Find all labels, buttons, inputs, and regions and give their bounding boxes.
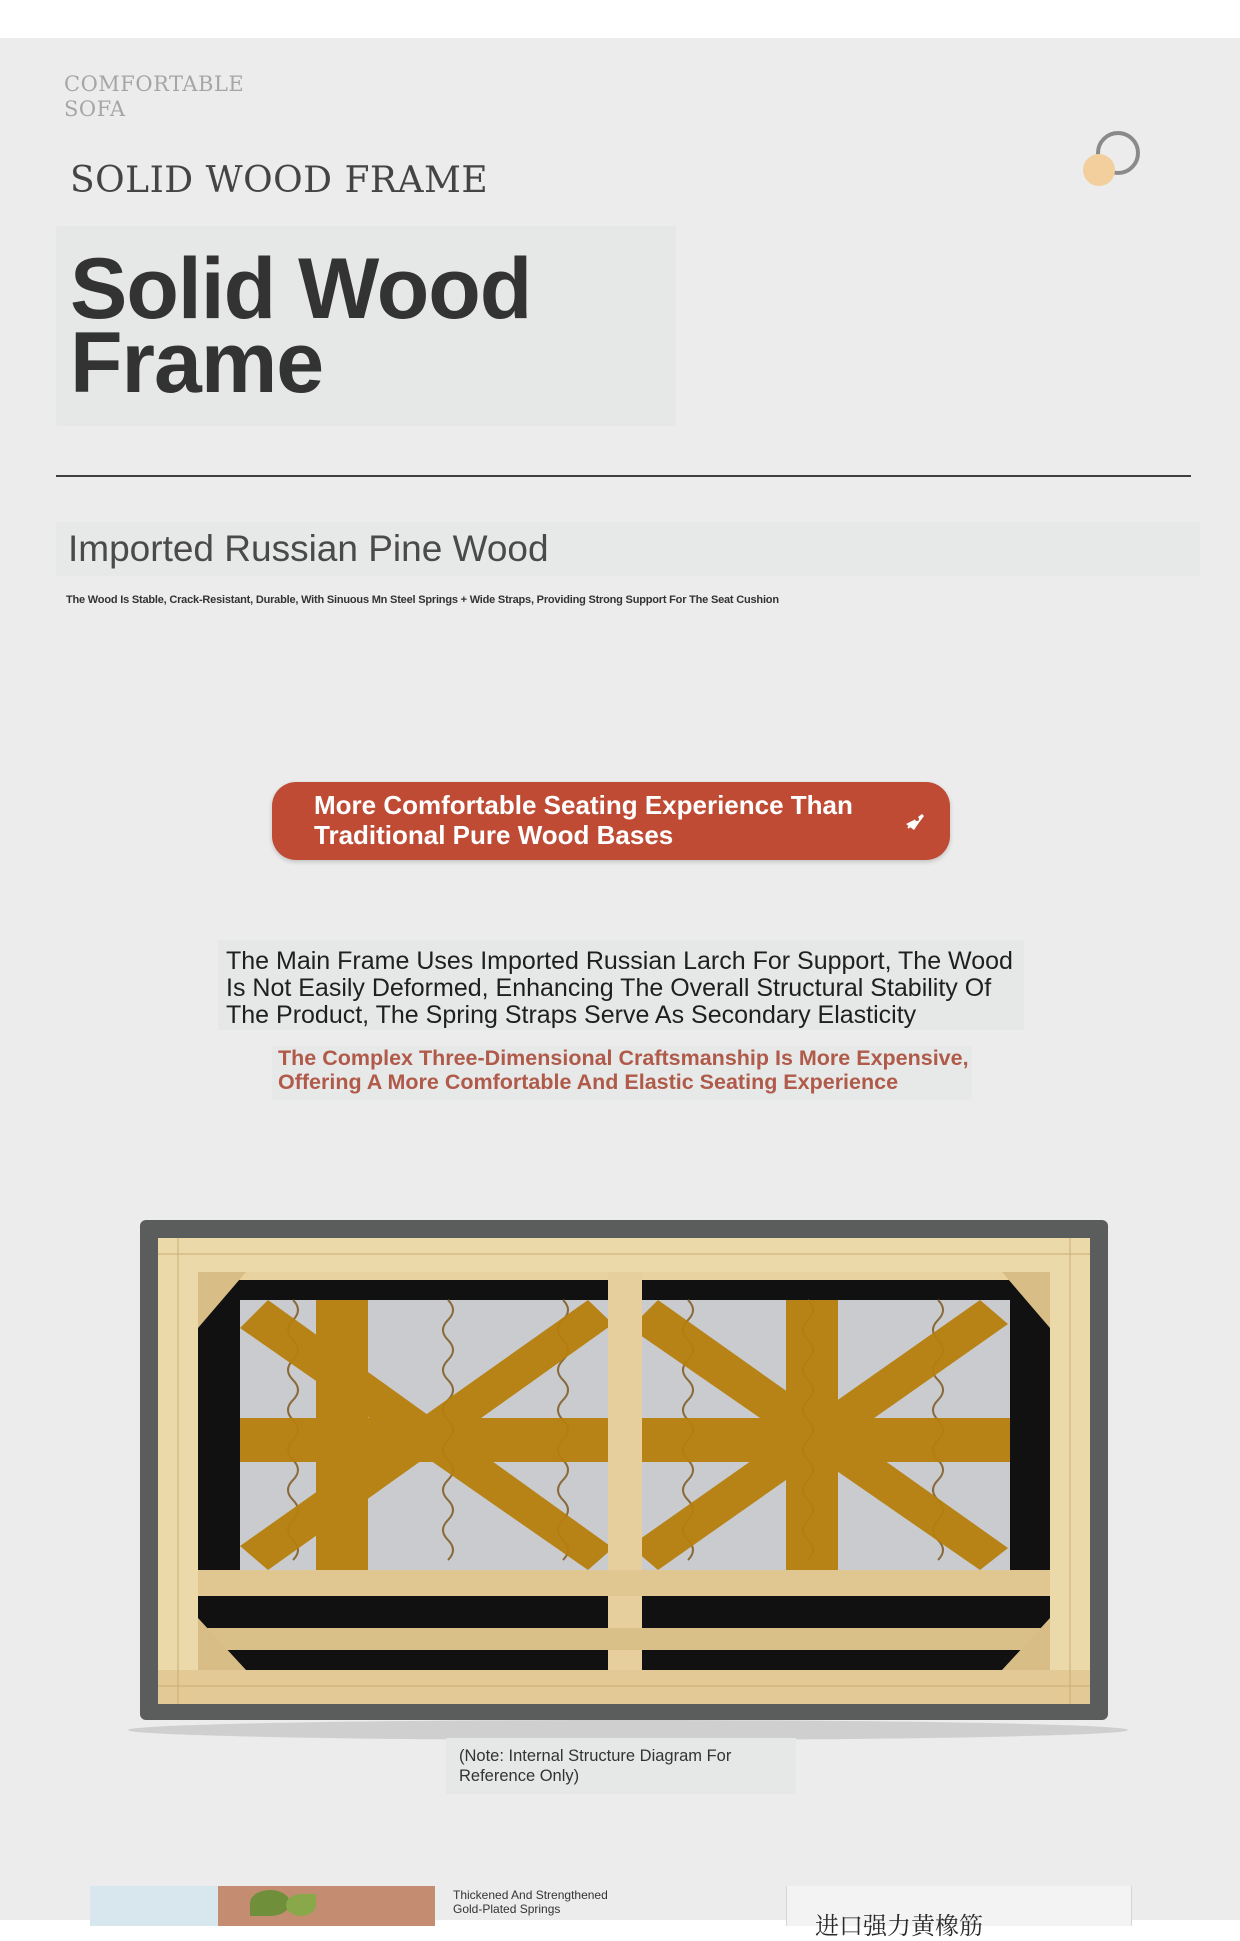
- subheading: Imported Russian Pine Wood: [68, 528, 549, 569]
- springs-caption-line-1: Thickened And Strengthened: [453, 1888, 608, 1902]
- page-title: [70, 241, 532, 411]
- sofa-frame-diagram: [118, 1208, 1138, 1748]
- brand-line-2: SOFA: [64, 97, 126, 121]
- accent-text: The Complex Three-Dimensional Craftsmanship Is More Expensive, Offering A More Comfortable And Elastic Seating Experience: [278, 1046, 969, 1094]
- highlight-line-2: Traditional Pure Wood Bases: [314, 820, 674, 850]
- top-white-bar: [0, 0, 1240, 38]
- highlight-line-1: More Comfortable Seating Experience Than: [314, 790, 853, 820]
- description-text: The Main Frame Uses Imported Russian Larch For Support, The Wood Is Not Easily Deformed, Enhancing The Overall Structural Stability Of The Product, The Spring Straps Serve As Secondary Elasticity: [226, 947, 1013, 1029]
- highlight-banner-text: [314, 790, 874, 850]
- highlight-banner: [272, 782, 950, 860]
- springs-thumbnail: [90, 1886, 435, 1926]
- plant-leaf-icon: [286, 1894, 316, 1916]
- straps-thumbnail-label: 进口强力黄橡筋: [815, 1912, 983, 1940]
- plant-leaf-icon: [250, 1890, 290, 1916]
- divider: [56, 475, 1191, 477]
- feature-note: The Wood Is Stable, Crack-Resistant, Durable, With Sinuous Mn Steel Springs + Wide Straps, Providing Strong Support For The Seat Cushion: [66, 594, 779, 606]
- rocket-icon: [902, 808, 928, 834]
- brand-line-1: COMFORTABLE: [64, 72, 245, 96]
- springs-caption-line-2: Gold-Plated Springs: [453, 1902, 561, 1916]
- straps-thumbnail: [786, 1886, 1132, 1940]
- title-line-2: Frame: [70, 315, 324, 411]
- product-detail-sheet: [0, 38, 1240, 1940]
- springs-caption: [453, 1888, 653, 1916]
- diagram-note: (Note: Internal Structure Diagram For Reference Only): [459, 1747, 732, 1785]
- title-line-1: Solid Wood: [70, 241, 532, 337]
- section-kicker: SOLID WOOD FRAME: [70, 160, 489, 201]
- brand-label: [64, 72, 284, 122]
- overlapping-circles-icon: [1076, 126, 1146, 196]
